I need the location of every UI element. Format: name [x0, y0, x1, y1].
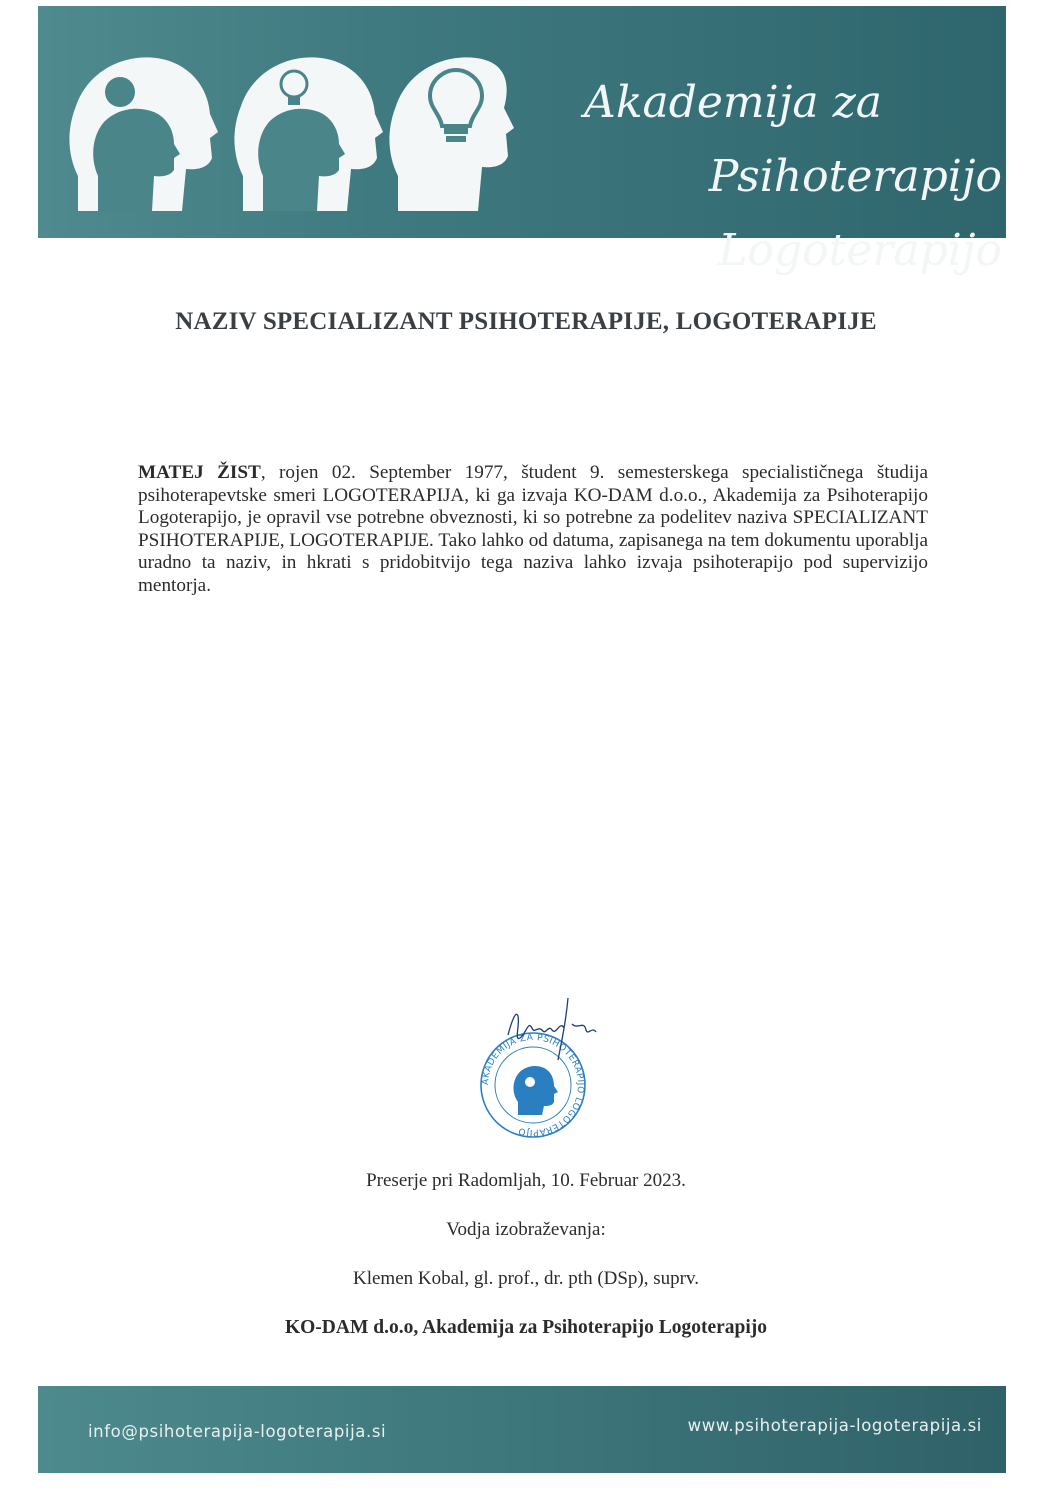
- signature: [508, 998, 596, 1060]
- official-stamp: [468, 990, 628, 1140]
- document-title: NAZIV SPECIALIZANT PSIHOTERAPIJE, LOGOTERAPIJE: [175, 308, 877, 335]
- head-silhouette-3: [389, 57, 514, 211]
- stamp-text: AKADEMIJA ZA PSIHOTERAPIJO LOGOTERAPIJO: [480, 1032, 586, 1138]
- leader-label: Vodja izobraževanja:: [446, 1219, 606, 1240]
- head-silhouette-2: [234, 57, 383, 211]
- footer-website: www.psihoterapija-logoterapija.si: [687, 1416, 982, 1435]
- academy-title-line1: Akademija za: [584, 77, 882, 128]
- footer-email: info@psihoterapija-logoterapija.si: [88, 1422, 387, 1441]
- academy-title: [522, 66, 1002, 288]
- heads-illustration: [58, 36, 518, 216]
- header-banner: [38, 6, 1006, 276]
- academy-title-line2: Psihoterapijo Logoterapijo: [708, 151, 1002, 276]
- organization-name: KO-DAM d.o.o, Akademija za Psihoterapijo Logoterapijo: [284, 1317, 768, 1338]
- recipient-name: MATEJ ŽIST: [138, 462, 261, 484]
- place-and-date: Preserje pri Radomljah, 10. Februar 2023.: [366, 1170, 686, 1191]
- head-silhouette-1: [69, 57, 218, 211]
- certificate-body: [138, 462, 928, 597]
- leader-name: Klemen Kobal, gl. prof., dr. pth (DSp), suprv.: [353, 1268, 699, 1289]
- footer-banner: [38, 1386, 1006, 1473]
- stamp-and-signature: [468, 990, 628, 1140]
- certificate-body-text: , rojen 02. September 1977, študent 9. semesterskega specialističnega študija psihoterapevtske smeri LOGOTERAPIJA, ki ga izvaja KO-DAM d.o.o., Akademija za Psihoterapijo Logoterapijo, je opravil vse potrebne obveznosti, ki so potrebne za podelitev naziva SPECIALIZANT PSIHOTERAPIJE, LOGOTERAPIJE. Tako lahko od datuma, zapisanega na tem dokumentu uporablja uradno ta naziv, in hkrati s pridobitvijo tega naziva lahko izvaja psihoterapijo pod supervizijo mentorja.: [138, 462, 928, 596]
- stamp-logo-icon: [514, 1066, 559, 1115]
